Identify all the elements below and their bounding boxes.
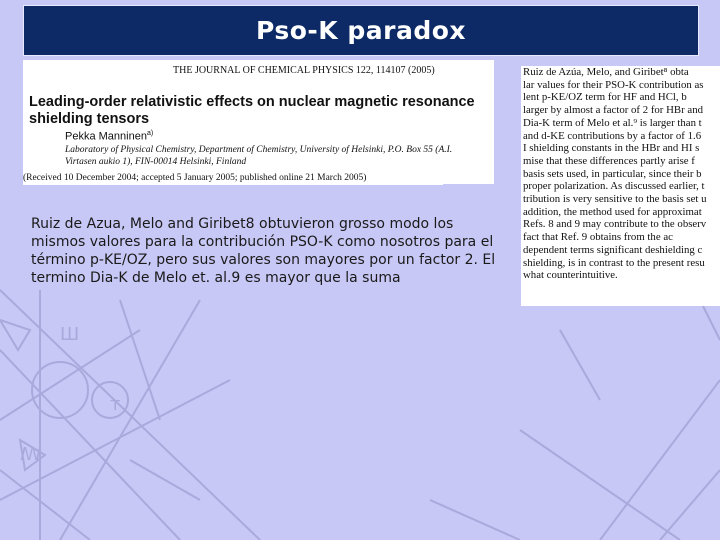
paper-received-dates: (Received 10 December 2004; accepted 5 January 2005; published online 21 March 2005) — [23, 171, 443, 185]
paper-affiliation: Laboratory of Physical Chemistry, Department of Chemistry, University of Helsinki, P.O. Box 55 (A.I. Virtasen aukio 1), FIN-00014 Helsinki, Finland — [65, 145, 453, 167]
excerpt-line: proper polarization. As discussed earlier, t — [523, 180, 705, 193]
journal-citation: THE JOURNAL OF CHEMICAL PHYSICS 122, 114107 (2005) — [173, 65, 435, 76]
svg-text:т: т — [110, 394, 121, 415]
excerpt-line: addition, the method used for approximat — [523, 205, 702, 218]
excerpt-line: fact that Ref. 9 obtains from the ac — [523, 231, 673, 244]
excerpt-line: shielding, is in contrast to the present resu — [523, 256, 705, 269]
slide-title: Pso-K paradox — [255, 16, 467, 45]
excerpt-line: Refs. 8 and 9 may contribute to the observ — [523, 218, 707, 231]
paper-excerpt-image — [521, 66, 720, 306]
paper-title: Leading-order relativistic effects on nuclear magnetic resonance shielding tensors — [29, 94, 475, 127]
excerpt-line: larger by almost a factor of 2 for HBr and — [523, 104, 703, 117]
excerpt-line: Ruiz de Azúa, Melo, and Giribet⁸ obta — [523, 66, 689, 78]
author-name: Pekka Manninen — [65, 130, 147, 143]
excerpt-line: lent p-KE/OZ term for HF and HCl, b — [523, 91, 687, 104]
svg-text:Ш: Ш — [60, 324, 80, 345]
excerpt-line: what counterintuitive. — [523, 269, 618, 282]
excerpt-line: Dia-K term of Melo et al.⁹ is larger than t — [523, 116, 702, 129]
excerpt-line: lar values for their PSO-K contribution as — [523, 78, 704, 91]
svg-text:ꟿ: ꟿ — [20, 444, 42, 465]
paper-author — [65, 130, 153, 143]
author-footnote-mark: a) — [146, 130, 154, 137]
slide-title-bar — [23, 5, 699, 56]
excerpt-line: and d-KE contributions by a factor of 1.6 — [523, 129, 702, 142]
excerpt-line: mise that these differences partly arise f — [523, 154, 695, 167]
excerpt-line: I shielding constants in the HBr and HI s — [523, 142, 700, 155]
excerpt-line: dependent terms significant deshielding c — [523, 243, 703, 256]
slide-body-text: Ruiz de Azua, Melo and Giribet8 obtuvieron grosso modo los mismos valores para la contribución PSO-K como nosotros para el término p-KE/OZ, pero sus valores son mayores por un factor 2. El termino Dia-K de Melo et. al.9 es mayor que la suma — [31, 216, 496, 286]
excerpt-line: tribution is very sensitive to the basis set u — [523, 193, 707, 206]
paper-header-image — [23, 60, 494, 184]
excerpt-line: basis sets used, in particular, since their b — [523, 167, 702, 180]
